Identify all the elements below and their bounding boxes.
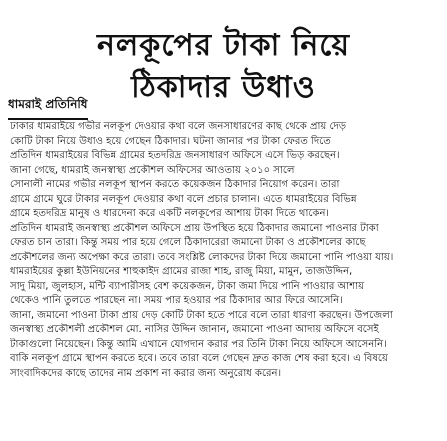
article-body	[10, 120, 438, 381]
body-line: প্রতিদিন ধামরাই জনস্বাস্থ্য প্রকৌশল অফিসে প্রায় উপস্থিত হয়ে ঠিকাদার জমানো পাওনার টাকা	[10, 222, 379, 234]
body-line: জানা গেছে, ধামরাই জনস্বাস্থ্য প্রকৌশল অফিসের আওতায় ২০১০ সালে	[10, 164, 295, 176]
byline: ধামরাই প্রতিনিধি	[8, 96, 88, 120]
body-line: ধামরাইয়ের কুল্লা ইউনিয়নের শাহুকাইদ গ্রামের রাজা শাহ, রাজু মিয়া, মামুন, তাজউদ্দিন,	[10, 266, 353, 277]
body-line: প্রকৌশলের জন্য অপেক্ষা করে তারা। তবে সংশ্লিষ্ট লোকদের টাকা দিয়ে জমানো পানি পাওয়া যায়।	[10, 251, 394, 263]
body-line: প্রতিদিন ধামরাইয়ের বিভিন্ন গ্রামের হতদরিদ্র জনসাধারণ অফিসে এসে ভিড় করছেন।	[10, 150, 340, 161]
body-line: সোনালী নামের গভীর নলকূপ স্থাপন করতে কয়েকজন ঠিকাদার নিয়োগ করেন। তারা	[10, 179, 340, 190]
body-line: জনস্বাস্থ্য প্রকৌশলী প্রকৌশল মো. নাসির উদ্দিন জানান, জমানো পাওনা আদায় অফিসে বসেই	[10, 324, 379, 335]
headline-line-1: নলকূপের টাকা নিয়ে	[96, 28, 350, 64]
body-line: বাকি নলকূপ গ্রামে স্থাপন করতে হবে। তবে তারা বলে গেছেন দ্রুত কাজ শেষ করা হবে। এ বিষয়ে	[10, 353, 388, 364]
body-line: জানা, জমানো পাওনা টাকা প্রায় দেড় কোটি টাকা হতে পারে বলে তারা ধারণা করছেন। উপজেলা	[10, 309, 393, 321]
body-line: সাদু মিয়া, জুলহাস, মন্টি ব্যাপারীসহ বেশ কয়েকজন, টাকা জমা দিয়ে পানি পাওয়ার আশায়	[10, 280, 365, 292]
headline-line-2: ঠিকাদার উধাও	[131, 70, 316, 106]
body-line: গ্রামে হতদরিদ্র মানুষ ও ধারদেনা করে একটি নলকূপের আশায় টাকা দিতে থাকেন।	[10, 208, 329, 219]
body-line: ঢাকার ধামরাইয়ে গভীর নলকূপ দেওয়ার কথা বলে জনসাধারণের কাছ থেকে প্রায় দেড়	[10, 121, 347, 132]
body-line: গ্রামে গ্রামে ঘুরে টাকার নলকূপ দেওয়ার কথা বলে প্রচার চালান। এতে ধামরাইয়ের বিভিন্ন	[10, 193, 357, 205]
body-line: টাকাগুলো নিয়েছেন। কিন্তু আমি এখানে যোগদান করার পর তিনি টাকা নিয়ে অফিসে আসেননি।	[10, 338, 387, 350]
body-line: সাংবাদিকদের কাছে তাদের নাম প্রকাশ না করার জন্য অনুরোধ করেন।	[10, 367, 282, 379]
body-line: ফেরত চান তারা। কিন্তু সময় পার হয়ে গেলে ঠিকাদারেরা জমানো টাকা ও প্রকৌশলের কাছে	[10, 237, 366, 248]
body-line: থেকেও পানি তুলতে পারছেন না। সময় পার হওয়ার পর ঠিকাদার আর ফিরে আসেনি।	[10, 295, 343, 306]
body-line: কোটি টাকা নিয়ে উধাও হয়ে গেছেন ঠিকাদার। ঘটনা জানার পর টাকা ফেরত দিতে	[10, 135, 331, 147]
